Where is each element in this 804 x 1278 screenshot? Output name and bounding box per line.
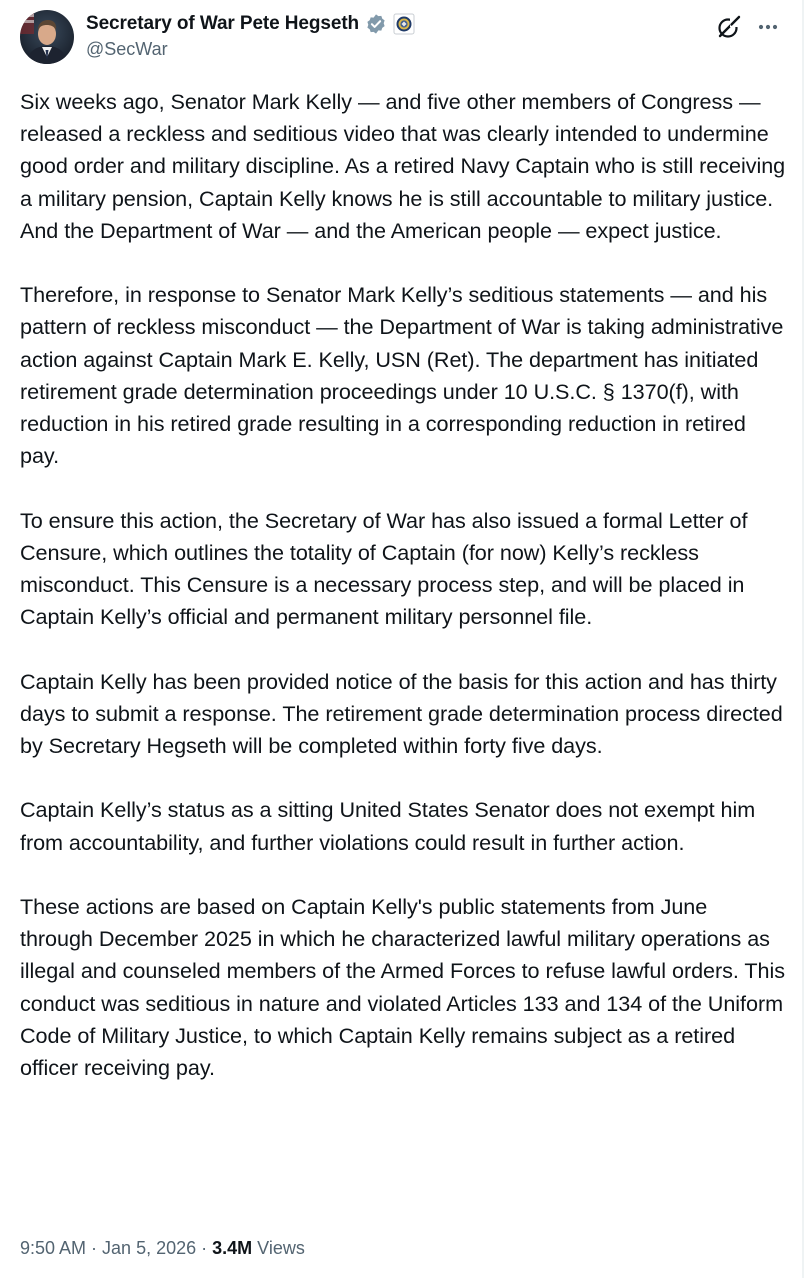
post-paragraph: To ensure this action, the Secretary of War has also issued a formal Letter of Censure, which outlines the totality of Captain (for now) Kelly’s reckless misconduct. This Censure is a necessary process step, and will be placed in Captain Kelly’s official and permanent military personnel file. bbox=[20, 507, 748, 630]
more-options-icon[interactable] bbox=[754, 14, 782, 40]
post-paragraph: Therefore, in response to Senator Mark Kelly’s seditious statements — and his pattern of reckless misconduct — the Department of War is taking administrative action against Captain Mark E. Kelly, USN (Ret). The department has initiated retirement grade determination proceedings under 10 U.S.C. § 1370(f), with reduction in his retired grade resulting in a corresponding reduction in retired pay. bbox=[20, 282, 784, 469]
post-date[interactable]: Jan 5, 2026 bbox=[102, 1238, 197, 1258]
post-paragraph: Six weeks ago, Senator Mark Kelly — and five other members of Congress — released a reckless and seditious video that was clearly intended to undermine good order and military discipline. As a retired Navy Captain who is still receiving a military pension, Captain Kelly knows he is still accountable to military justice. And the Department of War — and the American people — expect justice. bbox=[20, 89, 786, 243]
post-paragraph: Captain Kelly’s status as a sitting United States Senator does not exempt him from accountability, and further violations could result in further action. bbox=[20, 797, 756, 855]
post-paragraph: These actions are based on Captain Kelly's public statements from June through December 2025 in which he characterized lawful military operations as illegal and counseled members of the Armed Forces to refuse lawful orders. This conduct was seditious in nature and violated Articles 133 and 134 of the Uniform Code of Military Justice, to which Captain Kelly remains subject as a retired officer receiving pay. bbox=[20, 894, 786, 1081]
meta-separator: · bbox=[86, 1238, 103, 1258]
post-metadata bbox=[20, 1238, 305, 1259]
post-time[interactable]: 9:50 AM bbox=[20, 1238, 87, 1258]
avatar[interactable] bbox=[20, 10, 74, 64]
handle[interactable]: @SecWar bbox=[86, 39, 168, 59]
government-seal-icon[interactable] bbox=[393, 13, 415, 35]
meta-separator: · bbox=[196, 1238, 213, 1258]
post-paragraph: Captain Kelly has been provided notice of the basis for this action and has thirty days to submit a response. The retirement grade determination process directed by Secretary Hegseth will be completed within forty five days. bbox=[20, 668, 783, 759]
post-text bbox=[20, 86, 786, 1084]
name-row bbox=[86, 11, 415, 37]
display-name[interactable]: Secretary of War Pete Hegseth bbox=[86, 13, 360, 34]
views-count[interactable]: 3.4M bbox=[212, 1238, 253, 1258]
profile-photo-icon bbox=[20, 10, 74, 64]
post-header bbox=[20, 10, 784, 66]
views-label: Views bbox=[252, 1238, 305, 1258]
grok-icon[interactable] bbox=[716, 14, 742, 40]
verified-badge-icon[interactable] bbox=[365, 13, 387, 35]
